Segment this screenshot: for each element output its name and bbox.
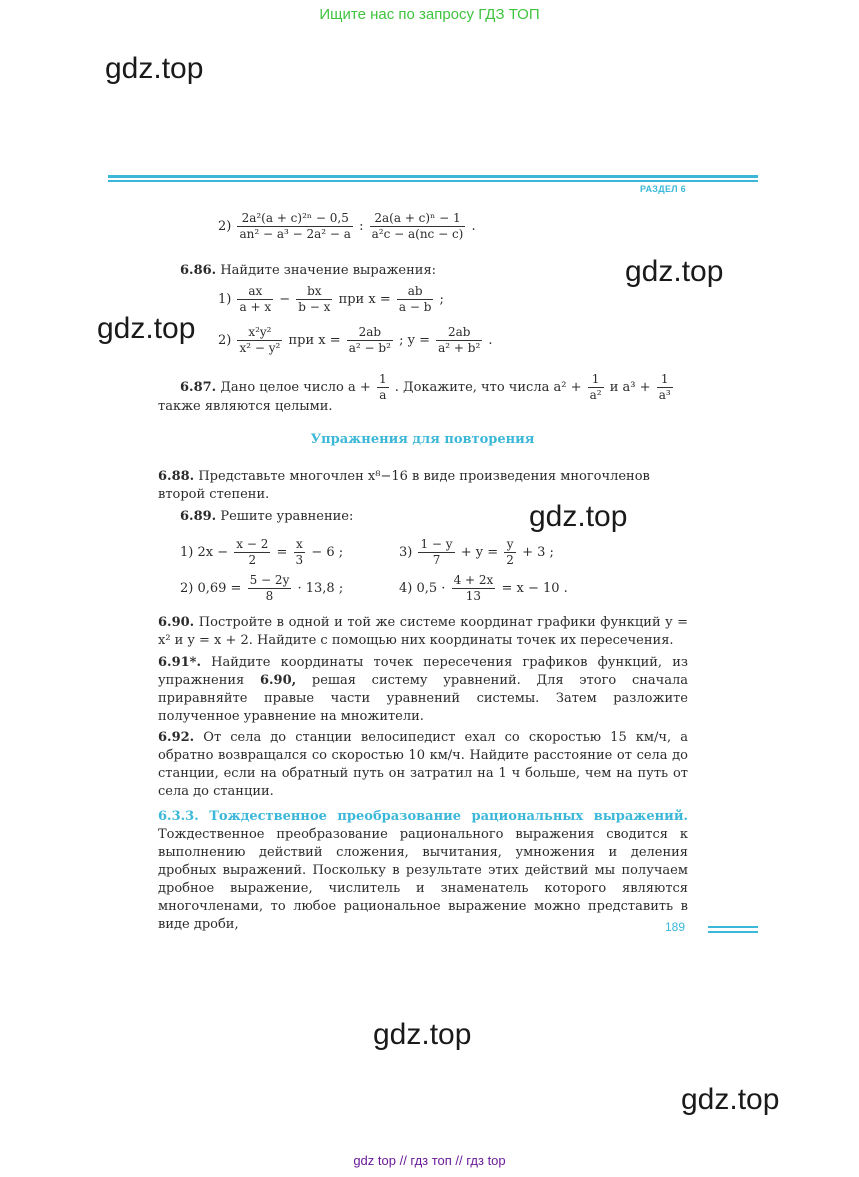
page-number: 189 [665, 920, 686, 934]
numerator: 1 [588, 372, 604, 388]
fraction [418, 537, 454, 568]
exercise-689-eq-2 [180, 573, 343, 604]
exercise-text: . Докажите, что числа [394, 380, 550, 395]
numerator: 5 − 2y [249, 573, 290, 587]
word-pri: при [288, 333, 315, 348]
denominator: 13 [465, 589, 482, 603]
denominator: a² + b² [438, 341, 481, 355]
fraction [657, 372, 673, 403]
numerator: 2ab [436, 325, 482, 341]
numerator: ax [237, 284, 273, 300]
fraction [248, 573, 292, 604]
denominator: x² − y² [239, 341, 281, 355]
item-label: 1) [180, 545, 194, 560]
minus-sign: − [279, 292, 291, 307]
punct: ; [399, 333, 404, 348]
exercise-number: 6.89. [180, 509, 217, 524]
exercise-number: 6.87. [180, 380, 217, 395]
item-label: 1) [218, 292, 232, 307]
exercise-689-eq-4 [399, 573, 568, 604]
denominator: 3 [295, 553, 304, 567]
item-label: 2) [218, 219, 232, 234]
expr: · 13,8 ; [297, 581, 344, 596]
numerator: 2ab [347, 325, 393, 341]
numerator: x²y² [237, 325, 282, 341]
punct: . [488, 333, 493, 348]
denominator: a² − b² [348, 341, 391, 355]
fraction [237, 211, 352, 242]
numerator: 2a²(a + c)²ⁿ − 0,5 [237, 211, 352, 227]
top-banner[interactable]: Ищите нас по запросу ГДЗ ТОП [319, 6, 540, 23]
denominator: 7 [432, 553, 441, 567]
header-rule-thin [108, 180, 758, 182]
denominator: 2 [506, 553, 514, 567]
exercise-689-eq-3 [399, 537, 554, 568]
exercise-688 [158, 468, 688, 504]
subsection-title: 6.3.3. Тождественное преобразование рациональных выражений. [158, 809, 688, 824]
numerator: bx [296, 284, 332, 300]
exercise-689-eq-1 [180, 537, 343, 568]
fraction [452, 573, 496, 604]
footer-rule [708, 926, 758, 928]
exercise-number: 6.92. [158, 730, 195, 745]
watermark: gdz.top [373, 1018, 472, 1051]
numerator: ab [397, 284, 434, 300]
fraction [436, 325, 482, 356]
expr: 2x − [197, 545, 229, 560]
numerator: x − 2 [236, 537, 269, 551]
punct: . [471, 219, 476, 234]
exercise-text: y = x² и y = x + 2. Найдите с помощью них координаты точек их пересечения. [158, 615, 689, 648]
fraction [237, 284, 273, 315]
fraction [504, 537, 516, 568]
exercise-text: Постройте в одной и той же системе координат графики функций [198, 615, 661, 630]
expr: + 3 ; [522, 545, 554, 560]
variable-y: y = [407, 333, 430, 348]
fraction [370, 211, 466, 242]
fraction [294, 537, 306, 568]
exercise-text: второй степени. [158, 487, 270, 502]
punct: ; [439, 292, 444, 307]
item-label: 3) [399, 545, 413, 560]
section-label: РАЗДЕЛ 6 [640, 184, 686, 194]
expr: a² + [553, 380, 582, 395]
footer-links[interactable]: gdz top // гдз топ // гдз top [353, 1153, 506, 1168]
subsection-text: Тождественное преобразование рационального выражения сводится к выполнению действий сложения, вычитания, умножения и деления дробных выражений. Поскольку в результате этих действий мы получаем дробное выражение, числитель и знаменатель которого являются многочленами, то любое рациональное выражение можно представить в виде дроби, [158, 827, 688, 932]
exercise-686-item-1 [218, 284, 444, 315]
exercise-689-heading [180, 508, 353, 525]
denominator: 8 [265, 589, 274, 603]
exercise-text: решая систему уравнений. Для этого сначала приравняйте правые части уравнений системы. Затем разложите полученное уравнение на множители. [158, 673, 688, 724]
exercise-686-heading [180, 262, 436, 279]
exercise-text: Найдите значение выражения: [220, 263, 437, 278]
exercise-685-item-2 [218, 211, 476, 242]
denominator: a + x [239, 300, 272, 314]
subsection-6-3-3 [158, 808, 688, 934]
expr: = x − 10 . [501, 581, 568, 596]
exercise-number: 6.86. [180, 263, 217, 278]
denominator: a² [589, 388, 602, 402]
exercise-686-item-2 [218, 325, 493, 356]
exercise-text: От села до станции велосипедист ехал со скоростью 15 км/ч, а обратно возвращался со скоростью 10 км/ч. Найдите расстояние от села до станции, если на обратный путь он затратил на 1 ч больше, чем на путь от села до станции. [158, 730, 688, 799]
divide-sign: : [359, 219, 364, 234]
fraction [347, 325, 393, 356]
numerator: x [294, 537, 306, 553]
denominator: a [379, 388, 387, 402]
numerator: 1 [657, 372, 673, 388]
item-label: 2) [218, 333, 232, 348]
variable-x: x = [368, 292, 391, 307]
expr: + y = [460, 545, 499, 560]
numerator: 2a(a + c)ⁿ − 1 [370, 211, 466, 227]
denominator: an² − a³ − 2a² − a [239, 227, 351, 241]
watermark: gdz.top [97, 312, 196, 345]
expr: − 6 ; [311, 545, 344, 560]
item-label: 4) [399, 581, 413, 596]
exercise-text: Найдите координаты точек пересечения графиков функций, из упражнения [158, 655, 688, 688]
word-pri: при [338, 292, 365, 307]
item-label: 2) [180, 581, 194, 596]
denominator: a²c − a(nc − c) [371, 227, 464, 241]
fraction [237, 325, 282, 356]
exercise-text: Представьте многочлен x⁸−16 в виде произведения многочленов [198, 469, 650, 484]
equals-sign: = [276, 545, 288, 560]
exercise-690 [158, 614, 688, 650]
denominator: a − b [398, 300, 432, 314]
exercise-692 [158, 729, 688, 801]
numerator: y [504, 537, 516, 553]
expr: 0,5 · [416, 581, 446, 596]
expr: a³ + [622, 380, 651, 395]
expr: 0,69 = [197, 581, 242, 596]
fraction [397, 284, 434, 315]
footer-rule-2 [708, 931, 758, 933]
watermark: gdz.top [105, 52, 204, 85]
exercise-number: 6.91*. [158, 655, 201, 670]
variable-x: x = [318, 333, 341, 348]
watermark: gdz.top [529, 500, 628, 533]
denominator: b − x [298, 300, 331, 314]
exercise-687-cont: также являются целыми. [158, 399, 333, 414]
watermark: gdz.top [681, 1083, 780, 1116]
fraction [377, 372, 389, 403]
watermark: gdz.top [625, 255, 724, 288]
fraction [588, 372, 604, 403]
fraction [296, 284, 332, 315]
exercise-text: Дано целое число [220, 380, 344, 395]
exercise-reference: 6.90, [259, 673, 297, 688]
exercise-number: 6.88. [158, 469, 195, 484]
numerator: 4 + 2x [453, 573, 494, 587]
numerator: 1 [378, 372, 387, 386]
denominator: 2 [248, 553, 257, 567]
exercise-text: Решите уравнение: [220, 509, 354, 524]
word-and: и [609, 380, 619, 395]
exercise-691 [158, 654, 688, 726]
fraction [234, 537, 270, 568]
exercise-number: 6.90. [158, 615, 195, 630]
expr: a + [348, 380, 371, 395]
section-heading: Упражнения для повторения [310, 432, 535, 447]
numerator: 1 − y [420, 537, 453, 551]
header-rule [108, 175, 758, 178]
denominator: a³ [658, 388, 671, 402]
